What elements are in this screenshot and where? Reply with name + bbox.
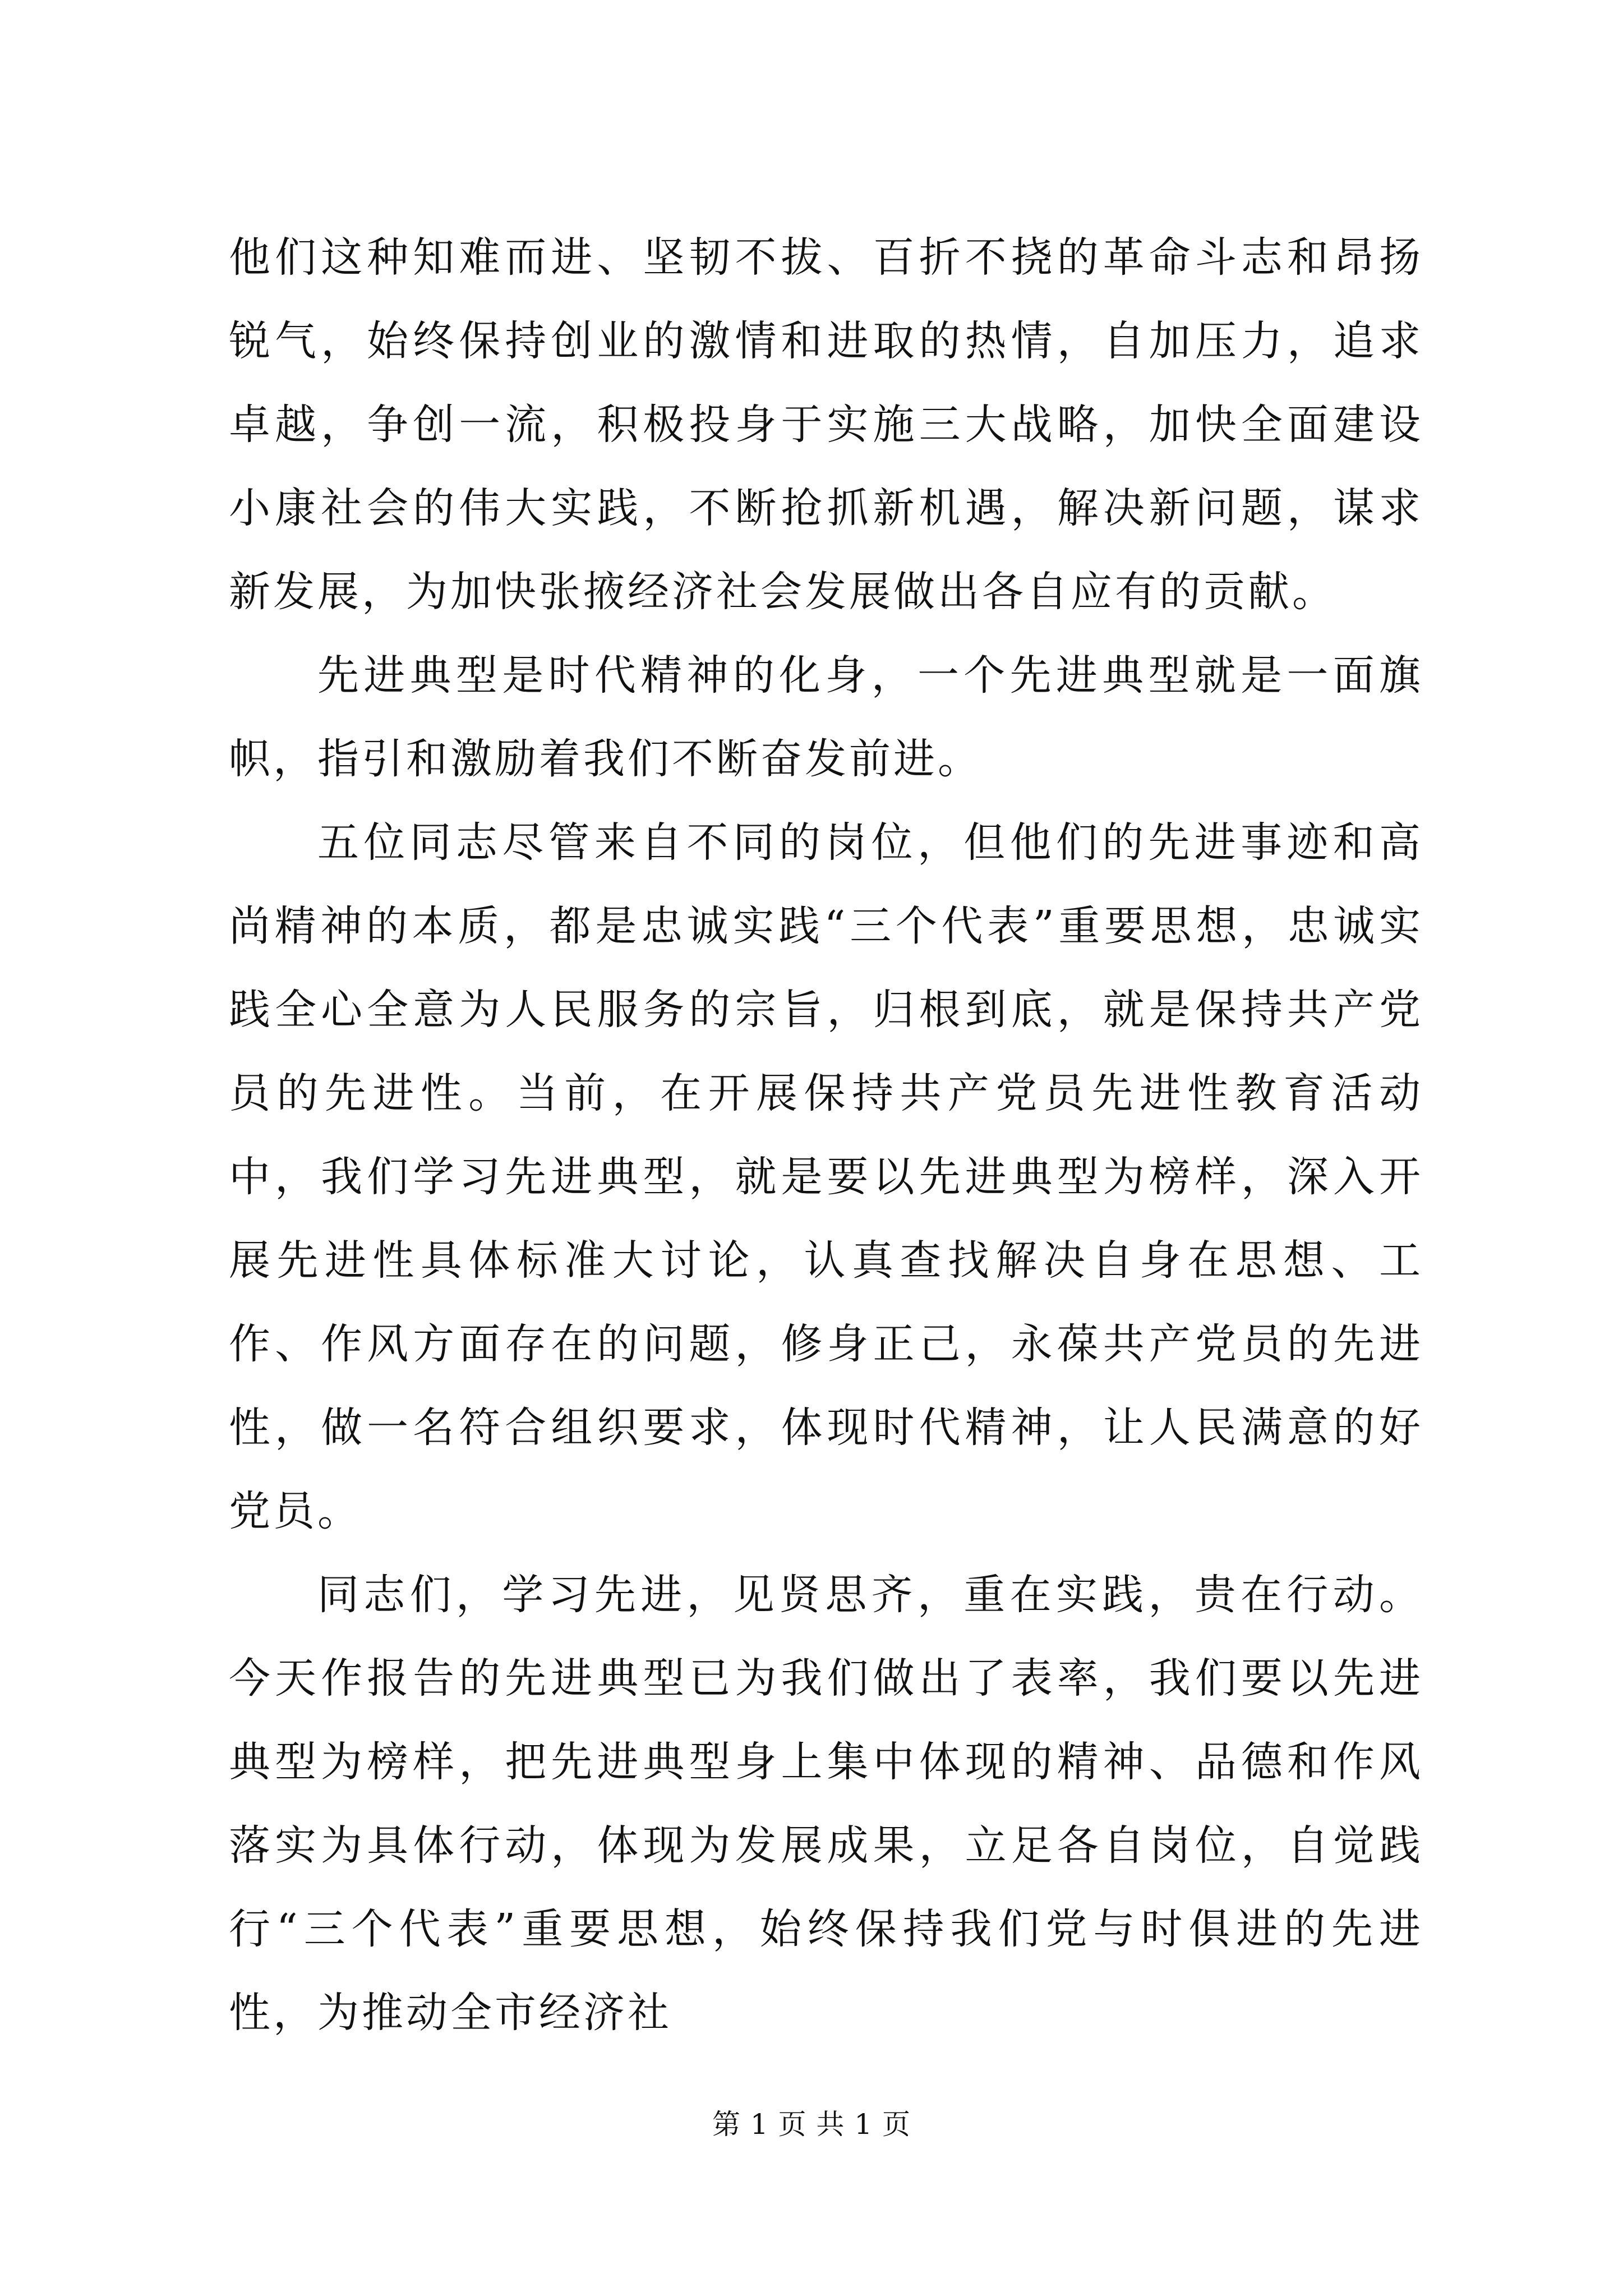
paragraph-2: 先进典型是时代精神的化身，一个先进典型就是一面旗帜，指引和激励着我们不断奋发前进。: [229, 651, 1423, 783]
document-body: [229, 216, 1423, 2055]
paragraph-4: 同志们，学习先进，见贤思齐，重在实践，贵在行动。今天作报告的先进典型已为我们做出了表率，我们要以先进典型为榜样，把先进典型身上集中体现的精神、品德和作风落实为具体行动，体现为发展成果，立足各自岗位，自觉践行“三个代表”重要思想，始终保持我们党与时俱进的先进性，为推动全市经济社: [229, 1571, 1423, 2037]
page-footer: 第 1 页 共 1 页: [712, 2108, 911, 2141]
paragraph-3: 五位同志尽管来自不同的岗位，但他们的先进事迹和高尚精神的本质，都是忠诚实践“三个代表”重要思想，忠诚实践全心全意为人民服务的宗旨，归根到底，就是保持共产党员的先进性。当前，在开展保持共产党员先进性教育活动中，我们学习先进典型，就是要以先进典型为榜样，深入开展先进性具体标准大讨论，认真查找解决自身在思想、工作、作风方面存在的问题，修身正己，永葆共产党员的先进性，做一名符合组织要求，体现时代精神，让人民满意的好党员。: [229, 818, 1423, 1535]
paragraph-1: 他们这种知难而进、坚韧不拔、百折不挠的革命斗志和昂扬锐气，始终保持创业的激情和进取的热情，自加压力，追求卓越，争创一流，积极投身于实施三大战略，加快全面建设小康社会的伟大实践，不断抢抓新机遇，解决新问题，谋求新发展，为加快张掖经济社会发展做出各自应有的贡献。: [229, 233, 1423, 616]
